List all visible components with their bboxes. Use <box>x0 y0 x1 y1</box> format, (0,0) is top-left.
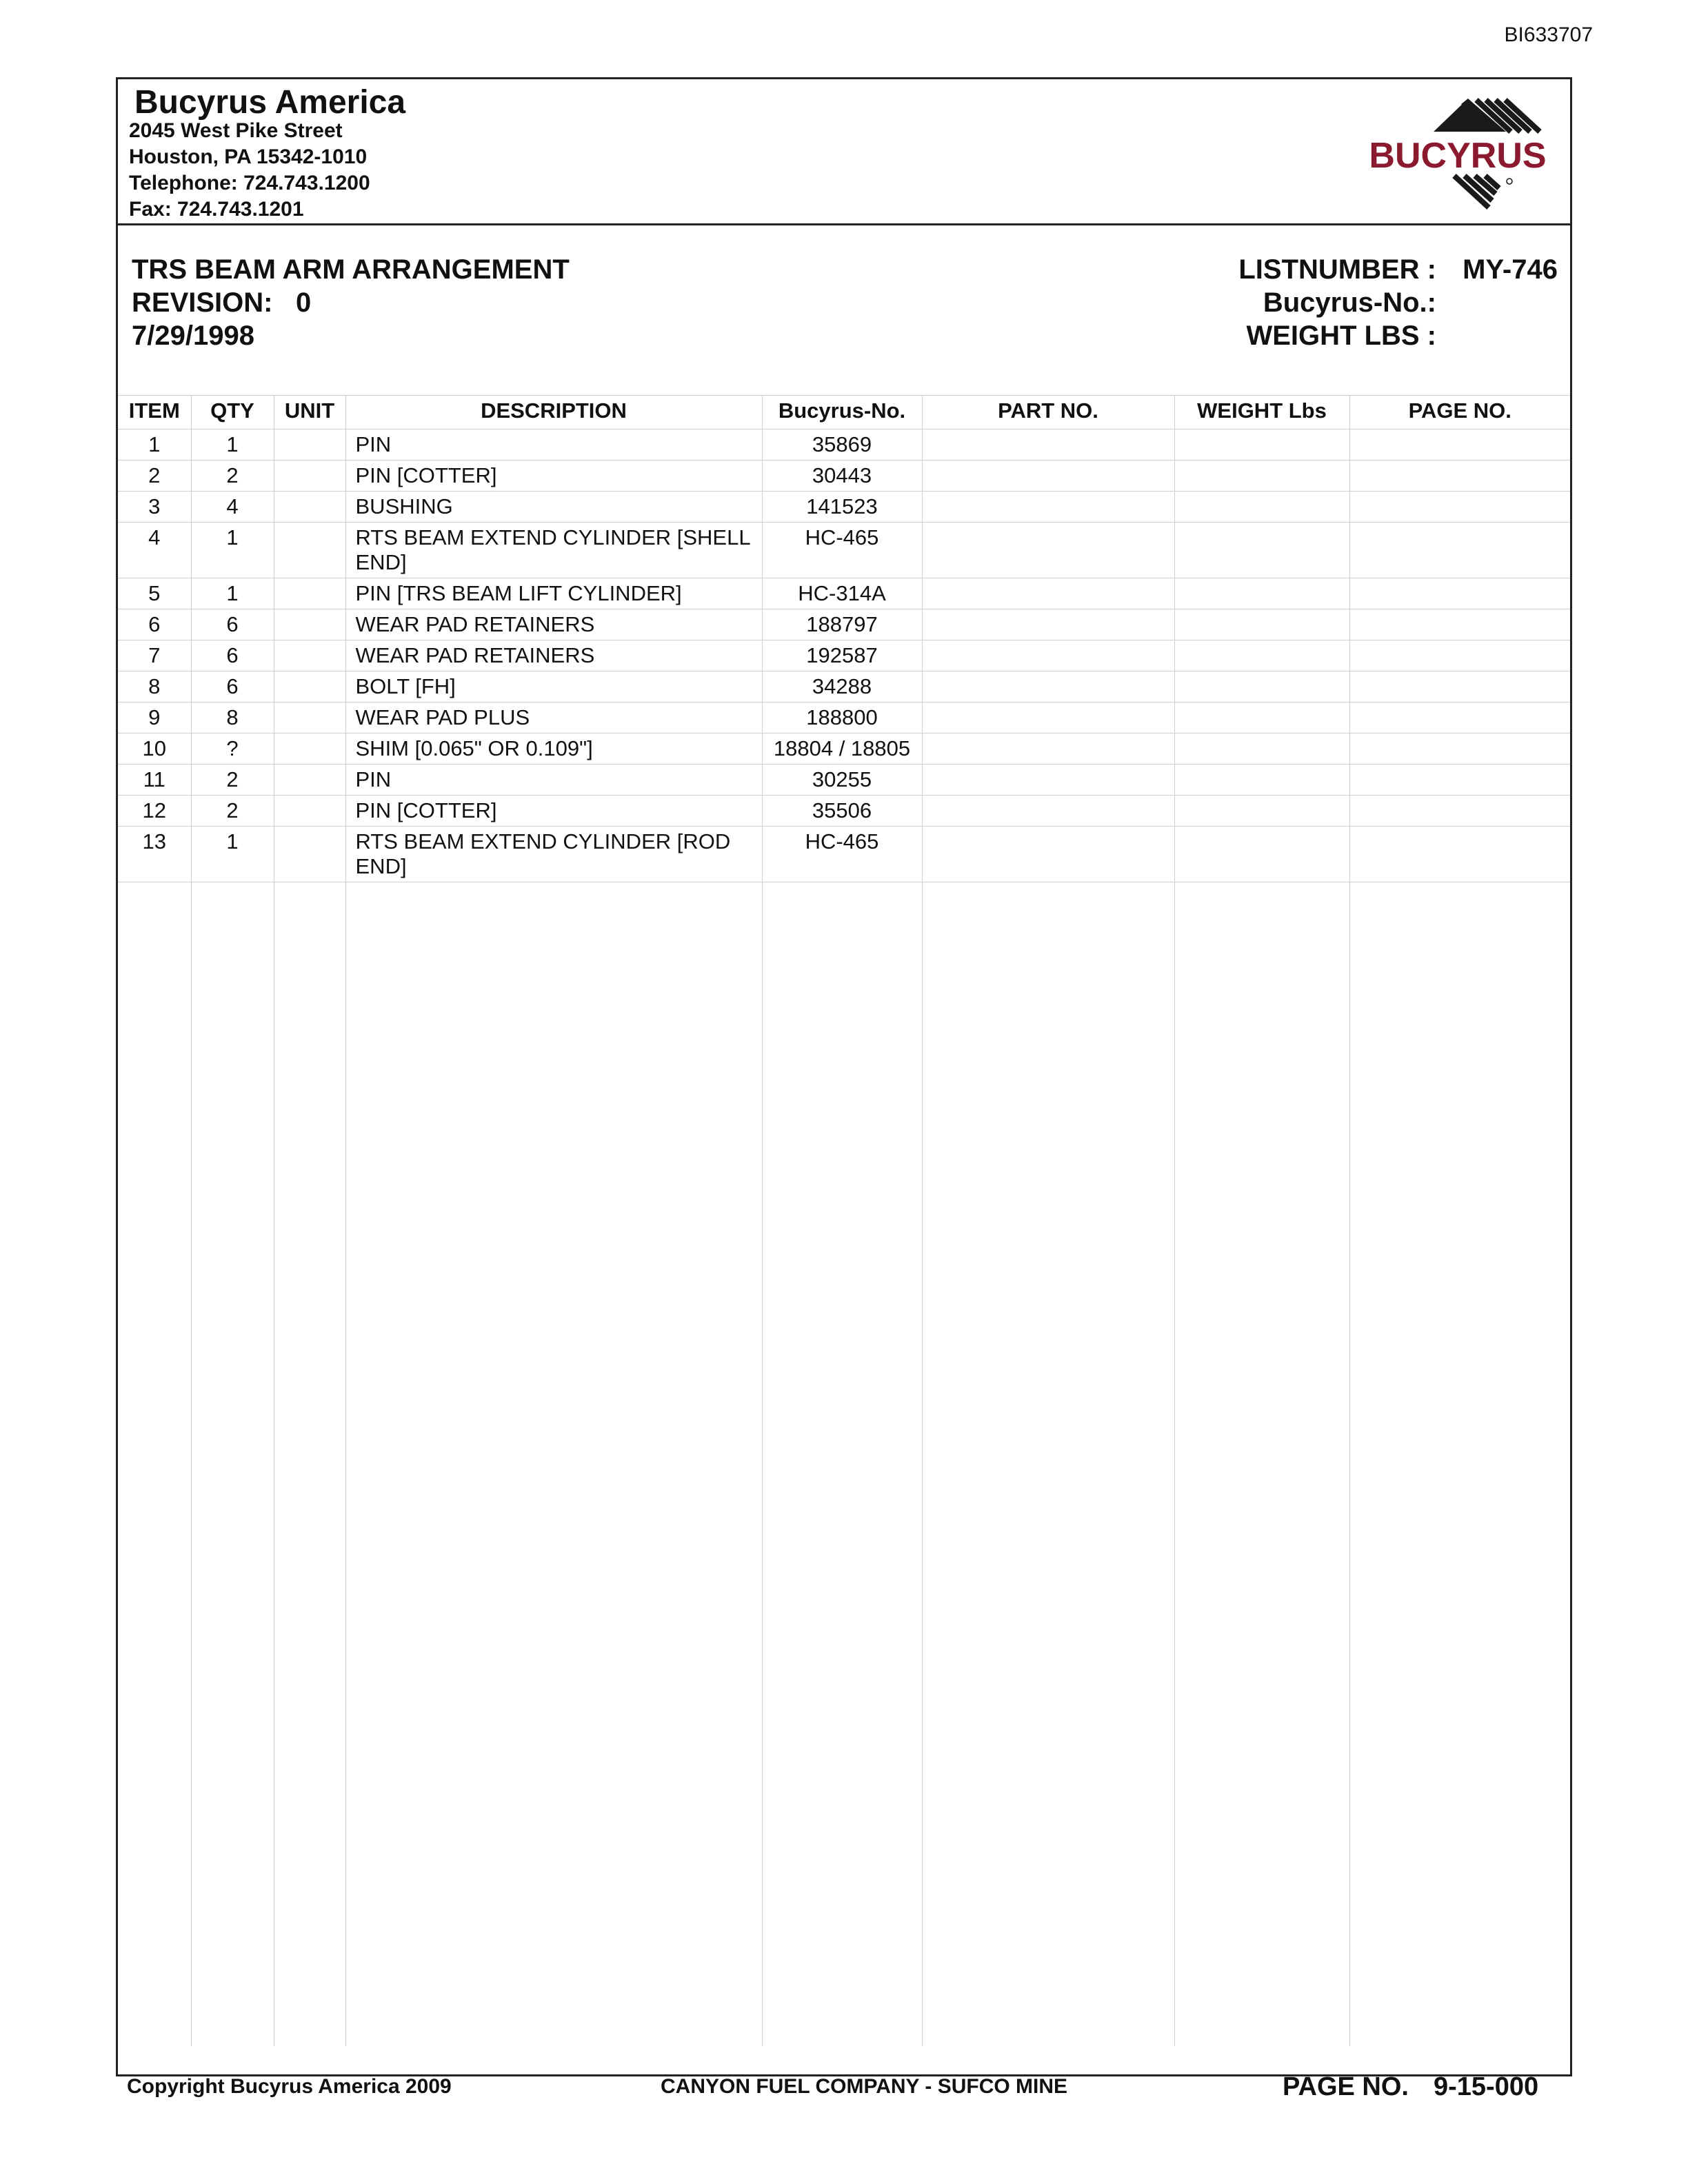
bucyrus-no-cell: HC-314A <box>762 578 922 609</box>
item-cell: 12 <box>118 796 191 827</box>
item-cell: 9 <box>118 702 191 734</box>
table-row <box>118 492 1570 523</box>
col-header-qty: QTY <box>191 396 274 429</box>
revision-label: REVISION: <box>132 287 273 318</box>
qty-cell: 6 <box>191 671 274 702</box>
bucyrus-no-cell: 35506 <box>762 796 922 827</box>
description-cell: PIN [TRS BEAM LIFT CYLINDER] <box>345 578 762 609</box>
fax: Fax: 724.743.1201 <box>129 198 304 221</box>
unit-cell <box>274 671 345 702</box>
page-no-cell <box>1349 671 1570 702</box>
unit-cell <box>274 702 345 734</box>
item-cell: 3 <box>118 492 191 523</box>
unit-cell <box>274 827 345 882</box>
bucyrus-no-cell: 34288 <box>762 671 922 702</box>
part-no-cell <box>922 609 1174 640</box>
page-no-cell <box>1349 827 1570 882</box>
weight-cell <box>1174 734 1349 765</box>
page-number-label: PAGE NO. <box>1283 2072 1409 2101</box>
listnumber-value: MY-746 <box>1463 254 1558 285</box>
list-date: 7/29/1998 <box>132 321 254 351</box>
table-row <box>118 734 1570 765</box>
table-row <box>118 429 1570 461</box>
page-no-cell <box>1349 702 1570 734</box>
page-no-cell <box>1349 523 1570 578</box>
unit-cell <box>274 429 345 461</box>
customer-name: CANYON FUEL COMPANY - SUFCO MINE <box>661 2075 1068 2098</box>
filler-cell <box>274 882 345 2047</box>
part-no-cell <box>922 492 1174 523</box>
page-number <box>1283 2072 1538 2102</box>
description-cell: PIN [COTTER] <box>345 461 762 492</box>
qty-cell: 8 <box>191 702 274 734</box>
item-cell: 10 <box>118 734 191 765</box>
table-row <box>118 671 1570 702</box>
bucyrus-no-cell: 30255 <box>762 765 922 796</box>
unit-cell <box>274 492 345 523</box>
table-row <box>118 523 1570 578</box>
part-no-cell <box>922 640 1174 671</box>
parts-list-frame <box>116 77 1572 2076</box>
col-header-part-no: PART NO. <box>922 396 1174 429</box>
company-header <box>118 79 1570 225</box>
weight-cell <box>1174 609 1349 640</box>
unit-cell <box>274 609 345 640</box>
table-row <box>118 461 1570 492</box>
weight-cell <box>1174 578 1349 609</box>
qty-cell: 4 <box>191 492 274 523</box>
unit-cell <box>274 640 345 671</box>
part-no-cell <box>922 429 1174 461</box>
filler-cell <box>1174 882 1349 2047</box>
filler-cell <box>922 882 1174 2047</box>
weight-cell <box>1174 492 1349 523</box>
weight-cell <box>1174 640 1349 671</box>
unit-cell <box>274 578 345 609</box>
list-title: TRS BEAM ARM ARRANGEMENT <box>132 254 570 285</box>
qty-cell: 1 <box>191 578 274 609</box>
item-cell: 8 <box>118 671 191 702</box>
unit-cell <box>274 523 345 578</box>
bucyrus-no-label: Bucyrus-No.: <box>1263 287 1436 318</box>
bucyrus-logo <box>1358 92 1558 223</box>
weight-cell <box>1174 702 1349 734</box>
description-cell: BUSHING <box>345 492 762 523</box>
weight-cell <box>1174 671 1349 702</box>
page-no-cell <box>1349 796 1570 827</box>
col-header-item: ITEM <box>118 396 191 429</box>
weight-cell <box>1174 827 1349 882</box>
weight-label: WEIGHT LBS : <box>1246 321 1436 351</box>
list-title-block <box>118 225 1570 398</box>
item-cell: 13 <box>118 827 191 882</box>
description-cell: WEAR PAD RETAINERS <box>345 609 762 640</box>
bucyrus-no-cell: HC-465 <box>762 523 922 578</box>
page-no-cell <box>1349 765 1570 796</box>
description-cell: PIN <box>345 765 762 796</box>
table-row <box>118 765 1570 796</box>
part-no-cell <box>922 702 1174 734</box>
bucyrus-no-cell: 30443 <box>762 461 922 492</box>
description-cell: PIN <box>345 429 762 461</box>
description-cell: WEAR PAD PLUS <box>345 702 762 734</box>
col-header-description: DESCRIPTION <box>345 396 762 429</box>
weight-cell <box>1174 429 1349 461</box>
page-no-cell <box>1349 578 1570 609</box>
revision-value: 0 <box>296 287 312 318</box>
weight-cell <box>1174 523 1349 578</box>
unit-cell <box>274 765 345 796</box>
document-id: BI633707 <box>1504 23 1593 46</box>
bucyrus-no-cell: 141523 <box>762 492 922 523</box>
description-cell: BOLT [FH] <box>345 671 762 702</box>
qty-cell: 6 <box>191 640 274 671</box>
page-no-cell <box>1349 640 1570 671</box>
qty-cell: 1 <box>191 429 274 461</box>
qty-cell: 6 <box>191 609 274 640</box>
table-filler-row <box>118 882 1570 2047</box>
description-cell: PIN [COTTER] <box>345 796 762 827</box>
description-cell: WEAR PAD RETAINERS <box>345 640 762 671</box>
table-row <box>118 796 1570 827</box>
item-cell: 11 <box>118 765 191 796</box>
company-name: Bucyrus America <box>134 84 406 121</box>
page-no-cell <box>1349 429 1570 461</box>
qty-cell: 1 <box>191 523 274 578</box>
description-cell: RTS BEAM EXTEND CYLINDER [ROD END] <box>345 827 762 882</box>
bucyrus-no-cell: 18804 / 18805 <box>762 734 922 765</box>
logo-wordmark: BUCYRUS <box>1369 136 1547 176</box>
unit-cell <box>274 734 345 765</box>
part-no-cell <box>922 827 1174 882</box>
col-header-bucyrus-no: Bucyrus-No. <box>762 396 922 429</box>
part-no-cell <box>922 734 1174 765</box>
part-no-cell <box>922 671 1174 702</box>
parts-table <box>118 395 1570 2046</box>
item-cell: 1 <box>118 429 191 461</box>
item-cell: 6 <box>118 609 191 640</box>
bucyrus-no-cell: HC-465 <box>762 827 922 882</box>
filler-cell <box>191 882 274 2047</box>
bucyrus-no-cell: 188797 <box>762 609 922 640</box>
col-header-unit: UNIT <box>274 396 345 429</box>
page-number-value: 9-15-000 <box>1434 2072 1539 2101</box>
copyright-text: Copyright Bucyrus America 2009 <box>127 2075 452 2098</box>
telephone: Telephone: 724.743.1200 <box>129 172 370 194</box>
table-header-row <box>118 396 1570 429</box>
col-header-weight: WEIGHT Lbs <box>1174 396 1349 429</box>
page-no-cell <box>1349 461 1570 492</box>
description-cell: SHIM [0.065" OR 0.109"] <box>345 734 762 765</box>
bucyrus-no-cell: 188800 <box>762 702 922 734</box>
qty-cell: 2 <box>191 765 274 796</box>
page-no-cell <box>1349 609 1570 640</box>
part-no-cell <box>922 796 1174 827</box>
bucyrus-no-cell: 192587 <box>762 640 922 671</box>
filler-cell <box>1349 882 1570 2047</box>
part-no-cell <box>922 523 1174 578</box>
page-no-cell <box>1349 492 1570 523</box>
filler-cell <box>762 882 922 2047</box>
part-no-cell <box>922 461 1174 492</box>
weight-cell <box>1174 461 1349 492</box>
table-row <box>118 609 1570 640</box>
unit-cell <box>274 796 345 827</box>
qty-cell: 2 <box>191 796 274 827</box>
weight-cell <box>1174 765 1349 796</box>
col-header-page-no: PAGE NO. <box>1349 396 1570 429</box>
unit-cell <box>274 461 345 492</box>
qty-cell: 2 <box>191 461 274 492</box>
table-row <box>118 702 1570 734</box>
qty-cell: 1 <box>191 827 274 882</box>
table-row <box>118 640 1570 671</box>
description-cell: RTS BEAM EXTEND CYLINDER [SHELL END] <box>345 523 762 578</box>
part-no-cell <box>922 765 1174 796</box>
listnumber-label: LISTNUMBER : <box>1238 254 1436 285</box>
filler-cell <box>345 882 762 2047</box>
item-cell: 2 <box>118 461 191 492</box>
filler-cell <box>118 882 191 2047</box>
item-cell: 7 <box>118 640 191 671</box>
item-cell: 4 <box>118 523 191 578</box>
table-row <box>118 578 1570 609</box>
weight-cell <box>1174 796 1349 827</box>
table-row <box>118 827 1570 882</box>
part-no-cell <box>922 578 1174 609</box>
qty-cell: ? <box>191 734 274 765</box>
address-line-1: 2045 West Pike Street <box>129 119 343 142</box>
page-no-cell <box>1349 734 1570 765</box>
item-cell: 5 <box>118 578 191 609</box>
address-line-2: Houston, PA 15342-1010 <box>129 145 368 168</box>
bucyrus-no-cell: 35869 <box>762 429 922 461</box>
